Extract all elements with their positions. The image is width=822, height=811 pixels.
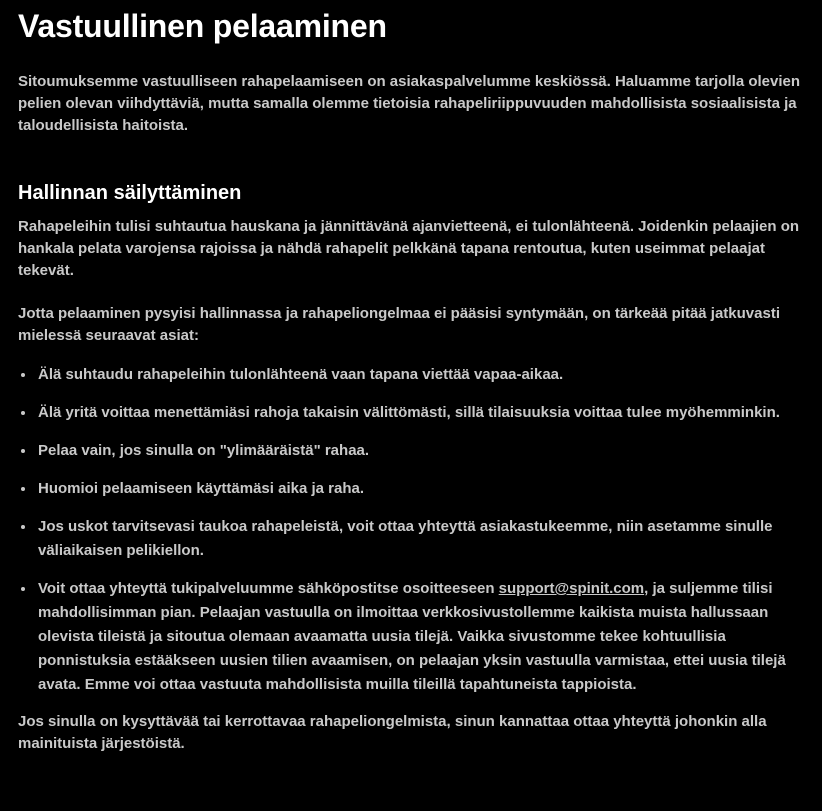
contact-text-before: Voit ottaa yhteyttä tukipalveluumme sähköpostitse osoitteeseen — [38, 580, 499, 597]
contact-text-after: , ja suljemme tilisi mahdollisimman pian. Pelaajan vastuulla on ilmoittaa verkkosivustollemme kaikista muista hallussaan olevista tileistä ja sitoutua olemaan avaamatta uusia tilejä. Vaikka sivustomme tekee kohtuullisia ponnistuksia estääkseen uusien tilien avaamisen, on pelaajan yksin vastuulla varmistaa, ettei uusia tilejä avata. Emme voi ottaa vastuuta mahdollisista muilla tileillä tapahtuneista tappioista. — [38, 580, 786, 693]
section-heading: Hallinnan säilyttäminen — [18, 182, 242, 204]
section-paragraph-1: Rahapeleihin tulisi suhtautua hauskana ja jännittävänä ajanvietteenä, ei tulonlähteenä. Joidenkin pelaajien on hankala pelata varojensa rajoissa ja nähdä rahapelit pelkkänä tapana rentoutua, kuten useimmat pelaajat tekevät. — [18, 218, 800, 279]
support-email-link[interactable]: support@spinit.com — [498, 580, 645, 597]
list-item: • Älä yritä voittaa menettämiäsi rahoja takaisin välittömästi, sillä tilaisuuksia voittaa tulee myöhemminkin. — [36, 401, 816, 425]
list-item: • Pelaa vain, jos sinulla on "ylimääräistä" rahaa. — [36, 439, 816, 463]
page-title: Vastuullinen pelaaminen — [18, 8, 387, 44]
section-paragraph-3: Jos sinulla on kysyttävää tai kerrottavaa rahapeliongelmista, sinun kannattaa ottaa yhteyttä johonkin alla mainituista järjestöistä. — [18, 713, 767, 752]
list-item: • Huomioi pelaamiseen käyttämäsi aika ja raha. — [36, 477, 816, 501]
tips-list — [18, 363, 816, 697]
list-item — [36, 577, 816, 697]
section-paragraph-2: Jotta pelaaminen pysyisi hallinnassa ja rahapeliongelmaa ei pääsisi syntymään, on tärkeää pitää jatkuvasti mielessä seuraavat asiat: — [18, 305, 780, 344]
list-item: • Älä suhtaudu rahapeleihin tulonlähteenä vaan tapana viettää vapaa-aikaa. — [36, 363, 816, 387]
intro-paragraph: Sitoumuksemme vastuulliseen rahapelaamiseen on asiakaspalvelumme keskiössä. Haluamme tarjolla olevien pelien olevan viihdyttäviä, mutta samalla olemme tietoisia rahapeliriippuvuuden mahdollisista sosiaalisista ja taloudellisista haitoista. — [18, 73, 801, 134]
list-item: • Jos uskot tarvitsevasi taukoa rahapeleistä, voit ottaa yhteyttä asiakastukeemme, niin asetamme sinulle väliaikaisen pelikiellon. — [36, 515, 816, 563]
